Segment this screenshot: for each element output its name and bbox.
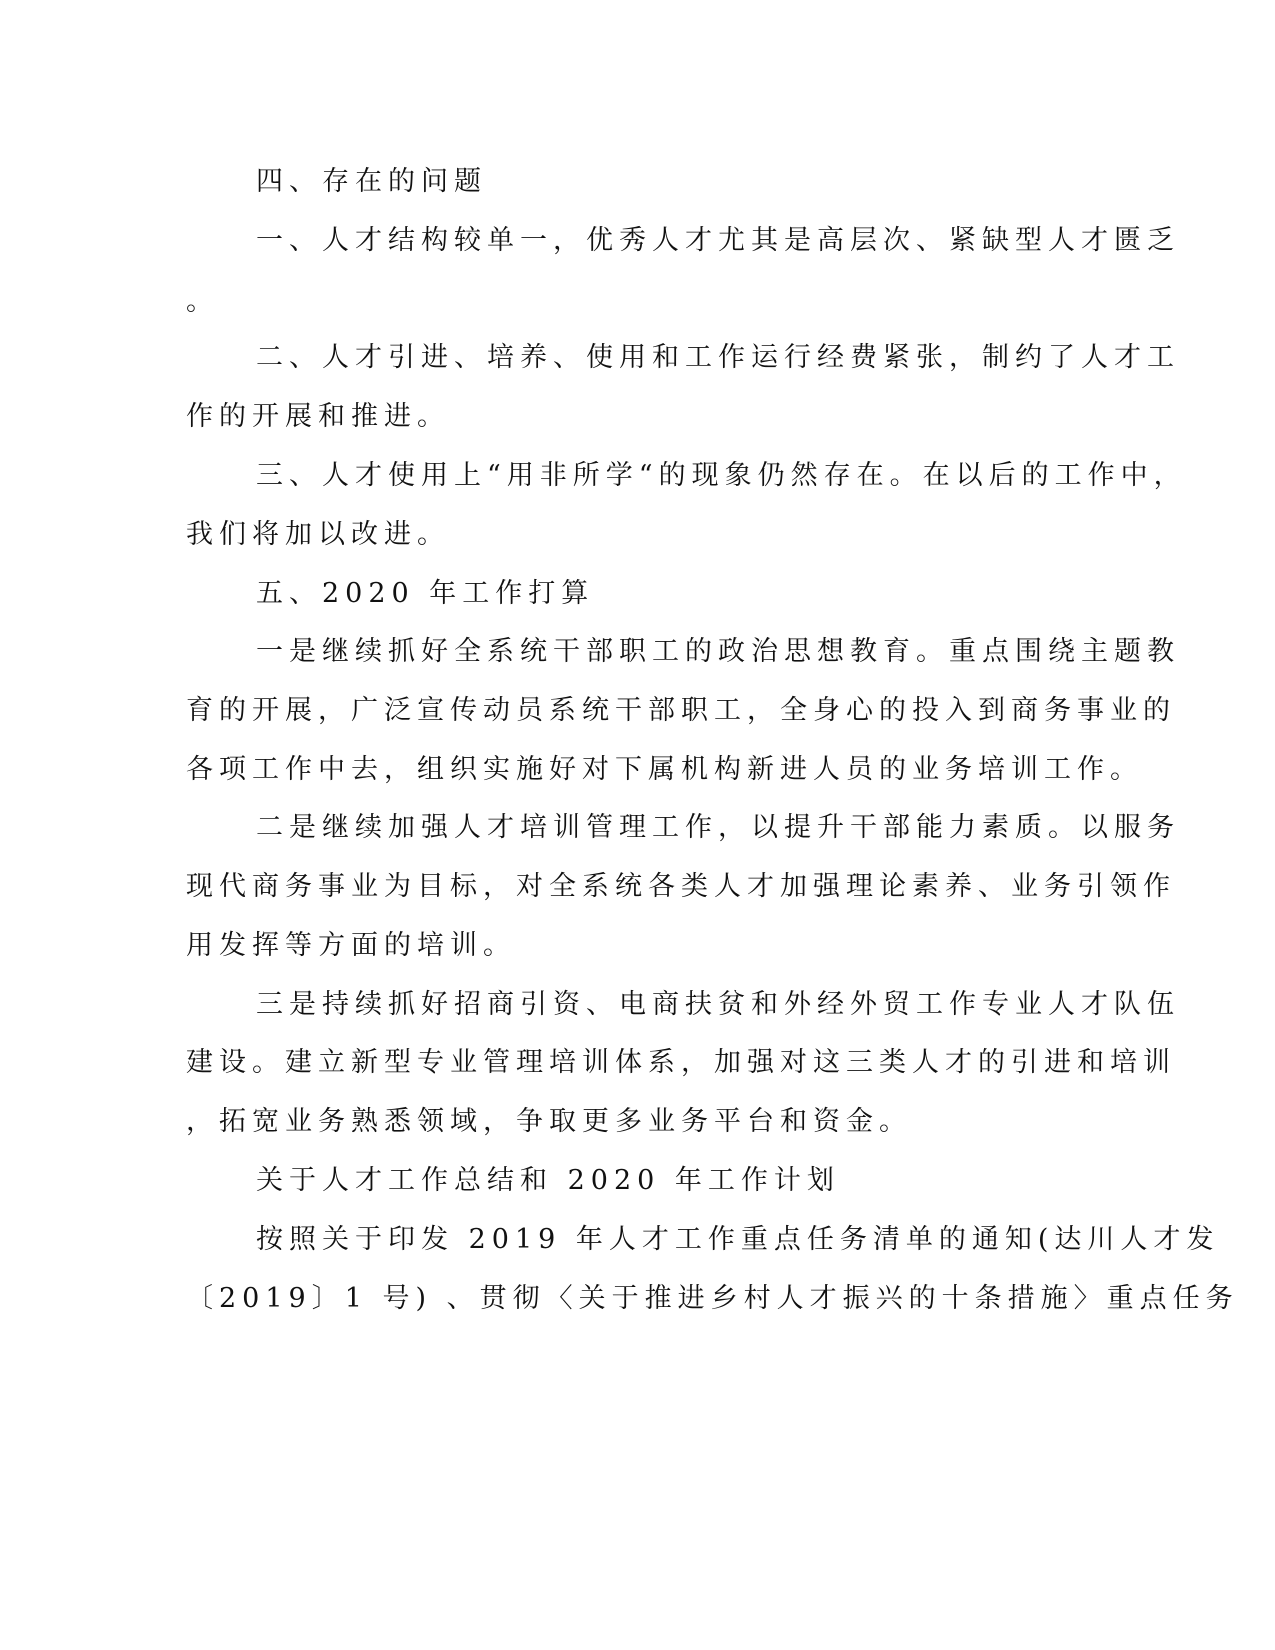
paragraph-line: 一、人才结构较单一，优秀人才尤其是高层次、紧缺型人才匮乏: [256, 225, 1180, 256]
section-heading-plan-2020: 五、2020 年工作打算: [256, 578, 595, 609]
paragraph-line: 按照关于印发 2019 年人才工作重点任务清单的通知(达川人才发: [256, 1224, 1220, 1255]
paragraph-line: 我们将加以改进。: [186, 519, 450, 550]
paragraph-line: 二是继续加强人才培训管理工作，以提升干部能力素质。以服务: [256, 812, 1180, 843]
paragraph-line: 三是持续抓好招商引资、电商扶贫和外经外贸工作专业人才队伍: [256, 989, 1180, 1020]
paragraph-line: 〔2019〕1 号) 、贯彻〈关于推进乡村人才振兴的十条措施〉重点任务: [186, 1283, 1239, 1314]
paragraph-line: 各项工作中去，组织实施好对下属机构新进人员的业务培训工作。: [186, 754, 1143, 785]
paragraph-line: 。: [186, 286, 219, 317]
paragraph-line: 一是继续抓好全系统干部职工的政治思想教育。重点围绕主题教: [256, 636, 1180, 667]
section-heading-summary: 关于人才工作总结和 2020 年工作计划: [256, 1165, 840, 1196]
paragraph-line: ，拓宽业务熟悉领域，争取更多业务平台和资金。: [186, 1106, 912, 1137]
paragraph-line: 建设。建立新型专业管理培训体系，加强对这三类人才的引进和培训: [186, 1047, 1176, 1078]
paragraph-line: 作的开展和推进。: [186, 401, 450, 432]
paragraph-line: 育的开展，广泛宣传动员系统干部职工，全身心的投入到商务事业的: [186, 695, 1176, 726]
paragraph-line: 二、人才引进、培养、使用和工作运行经费紧张，制约了人才工: [256, 342, 1180, 373]
paragraph-line: 三、人才使用上“用非所学“的现象仍然存在。在以后的工作中，: [256, 460, 1187, 491]
paragraph-line: 现代商务事业为目标，对全系统各类人才加强理论素养、业务引领作: [186, 871, 1176, 902]
section-heading-problems: 四、存在的问题: [256, 166, 487, 197]
paragraph-line: 用发挥等方面的培训。: [186, 930, 516, 961]
